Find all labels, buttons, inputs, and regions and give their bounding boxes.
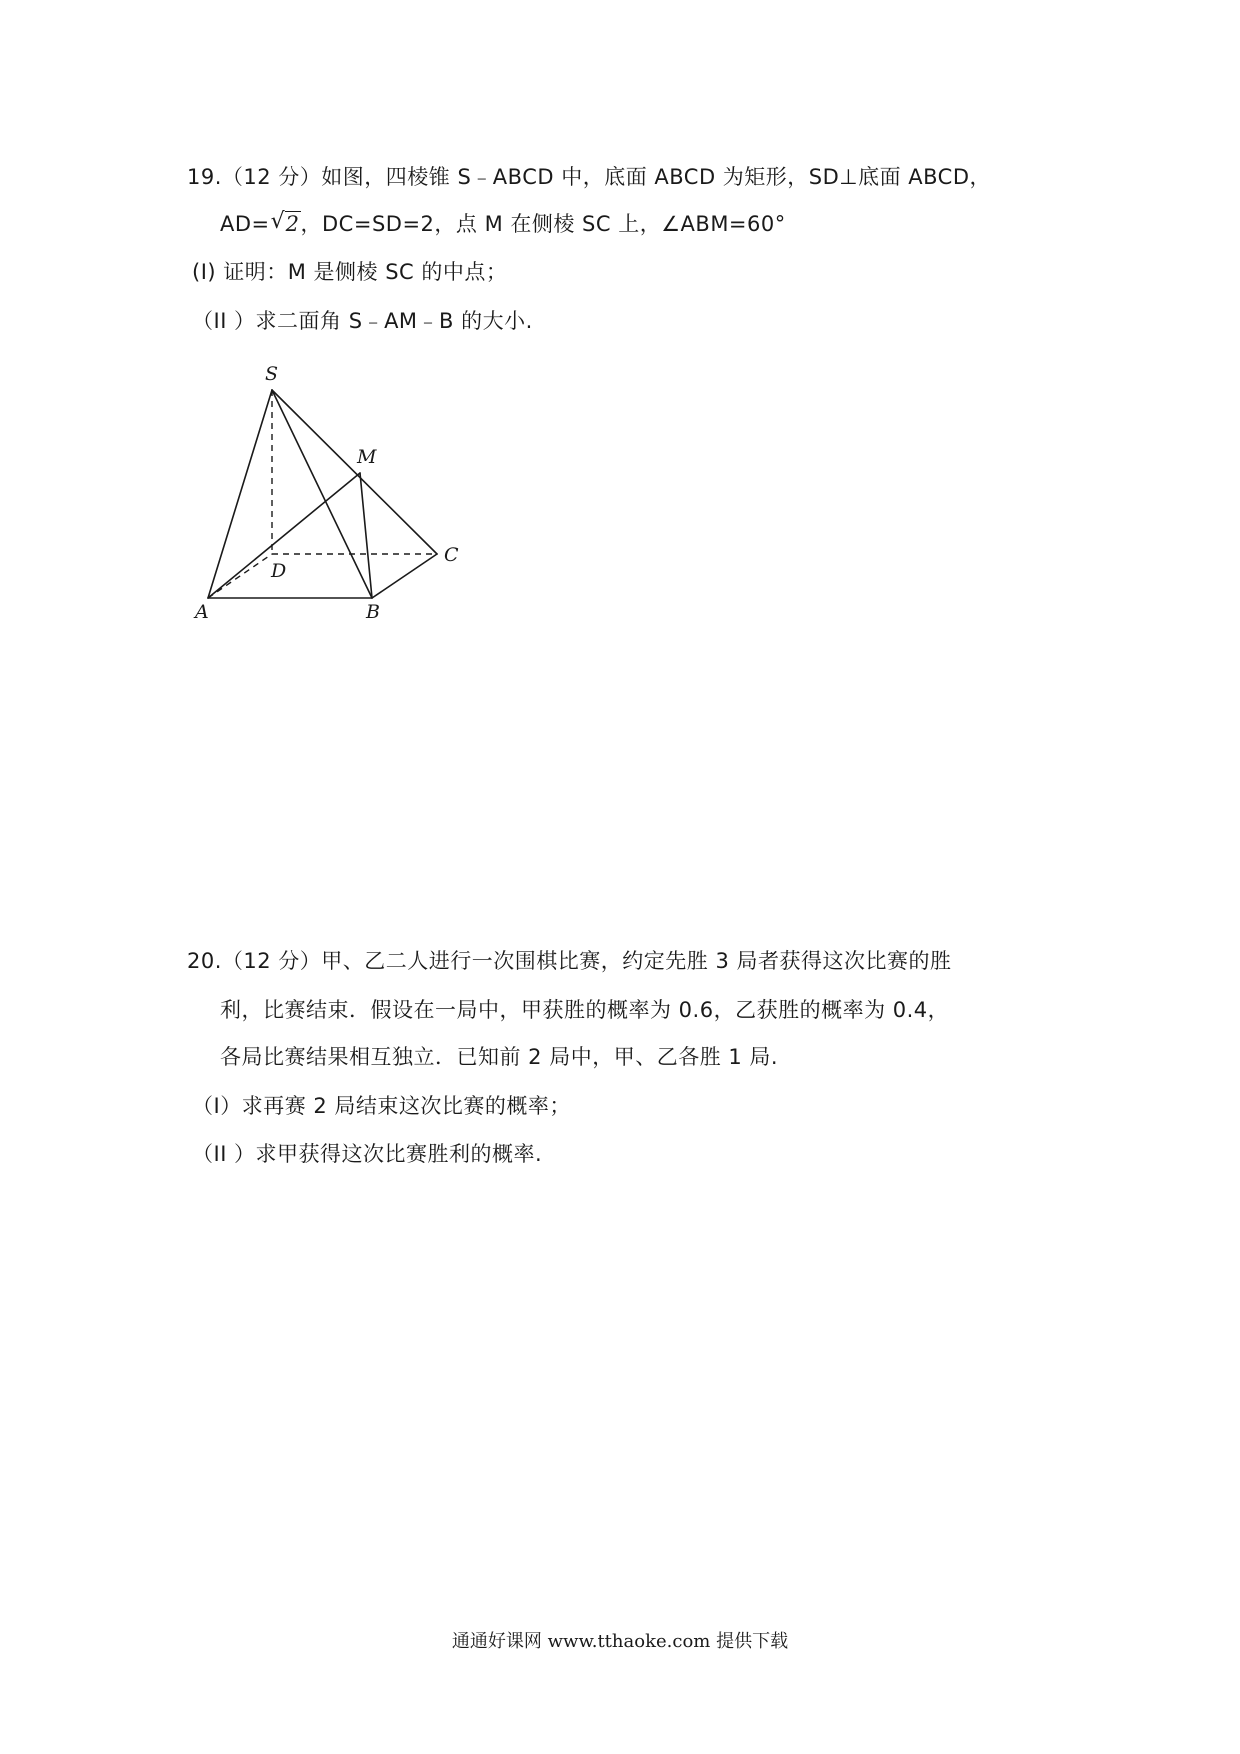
q20-part2: （II ）求甲获得这次比赛胜利的概率. xyxy=(192,1142,543,1166)
edge-SC xyxy=(272,390,437,554)
q19-line2-prefix: AD= xyxy=(220,212,270,236)
edge-BM xyxy=(360,473,372,598)
edge-BC xyxy=(372,554,437,598)
edge-AD-hidden xyxy=(208,554,272,598)
q19-part1: (I) 证明：M 是侧棱 SC 的中点； xyxy=(192,260,508,284)
q19-line1: 19.（12 分）如图，四棱锥 S﹣ABCD 中，底面 ABCD 为矩形，SD⊥底面 ABCD， xyxy=(187,165,992,189)
q20-part1: （Ⅰ）求再赛 2 局结束这次比赛的概率； xyxy=(192,1094,571,1118)
label-D: D xyxy=(271,560,287,582)
q19-part2: （II ）求二面角 S﹣AM﹣B 的大小. xyxy=(192,309,533,333)
label-S: S xyxy=(265,363,279,385)
page-footer: 通通好课网 www.tthaoke.com 提供下载 xyxy=(451,1631,789,1652)
q20-line1: 20.（12 分）甲、乙二人进行一次围棋比赛，约定先胜 3 局者获得这次比赛的胜 xyxy=(187,949,952,973)
label-M: M xyxy=(357,446,377,468)
radical-sign-icon: √ xyxy=(270,209,286,234)
label-A: A xyxy=(195,601,209,620)
q20-line2: 利，比赛结束．假设在一局中，甲获胜的概率为 0.6，乙获胜的概率为 0.4， xyxy=(220,998,950,1022)
q19-line2 xyxy=(220,209,786,239)
label-B: B xyxy=(366,601,380,620)
sqrt-radicand: 2 xyxy=(285,212,300,236)
pyramid-figure xyxy=(185,360,485,624)
label-C: C xyxy=(444,544,459,566)
q20-line3: 各局比赛结果相互独立．已知前 2 局中，甲、乙各胜 1 局. xyxy=(220,1045,779,1069)
edge-SB xyxy=(272,390,372,598)
edge-SA xyxy=(208,390,272,598)
sqrt-expression xyxy=(271,209,301,239)
pyramid-diagram xyxy=(185,360,485,620)
q19-line2-suffix: ，DC=SD=2，点 M 在侧棱 SC 上，∠ABM=60° xyxy=(300,212,786,236)
